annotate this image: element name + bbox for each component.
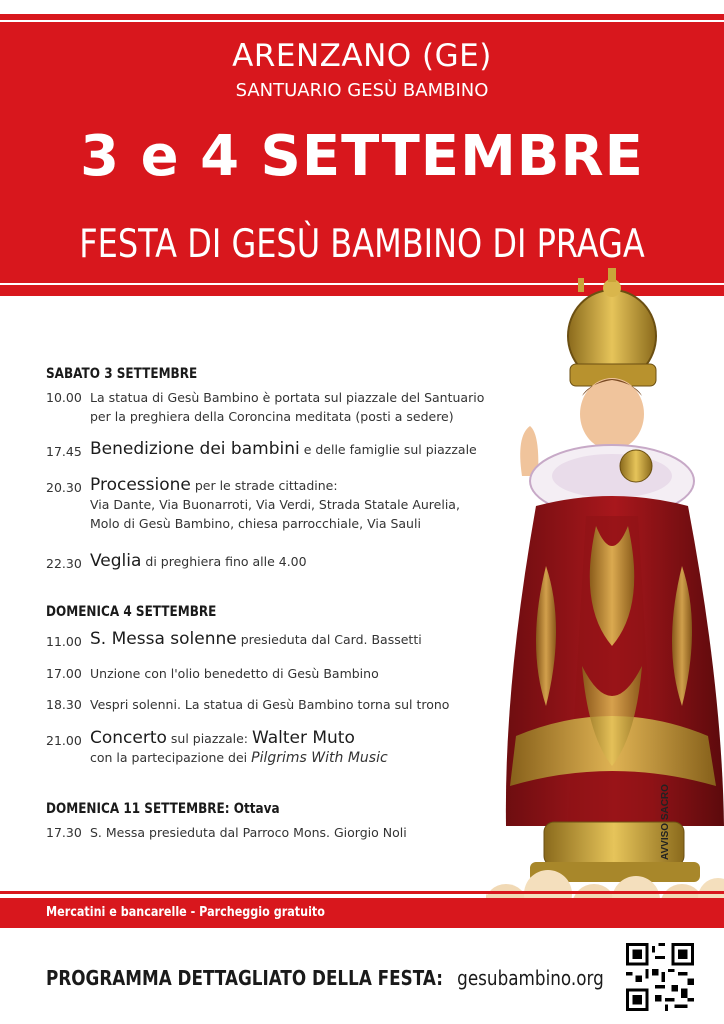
event-time: 20.30 <box>46 480 82 495</box>
event-desc: Benedizione dei bambini e delle famiglie sul piazzale <box>90 439 477 459</box>
city-title: ARENZANO (GE) <box>232 38 492 74</box>
event-time: 17.00 <box>46 666 82 681</box>
section-title-saturday: SABATO 3 SETTEMBRE <box>46 366 198 382</box>
event-time: 17.45 <box>46 444 82 459</box>
sanctuary-name: SANTUARIO GESÙ BAMBINO <box>235 80 489 101</box>
qr-code-icon[interactable] <box>626 943 694 1011</box>
event-desc: Processione per le strade cittadine: Via Dante, Via Buonarroti, Via Verdi, Strada Statale Aurelia, Molo di Gesù Bambino, chiesa parrocchiale, Via Sauli <box>90 475 460 531</box>
event-desc: S. Messa presieduta dal Parroco Mons. Giorgio Noli <box>90 825 407 840</box>
footer-program <box>46 966 604 990</box>
event-desc: La statua di Gesù Bambino è portata sul piazzale del Santuario per la preghiera della Coroncina meditata (posti a sedere) <box>90 390 485 424</box>
event-time: 17.30 <box>46 825 82 840</box>
event-desc: Unzione con l'olio benedetto di Gesù Bambino <box>90 666 379 681</box>
section-title-octave: DOMENICA 11 SETTEMBRE: Ottava <box>46 801 280 817</box>
stripe-text: Mercatini e bancarelle - Parcheggio gratuito <box>46 905 325 920</box>
event-desc: Veglia di preghiera fino alle 4.00 <box>90 551 307 571</box>
event-time: 18.30 <box>46 697 82 712</box>
stripe-divider <box>0 891 724 894</box>
section-title-sunday: DOMENICA 4 SETTEMBRE <box>46 604 217 620</box>
footer-label: PROGRAMMA DETTAGLIATO DELLA FESTA: <box>46 966 443 990</box>
event-time: 22.30 <box>46 556 82 571</box>
event-time: 11.00 <box>46 634 82 649</box>
info-stripe <box>0 898 724 928</box>
banner-top-line <box>0 20 724 22</box>
website-link[interactable]: gesubambino.org <box>457 966 604 990</box>
event-time: 21.00 <box>46 733 82 748</box>
event-time: 10.00 <box>46 390 82 405</box>
event-desc: Concerto sul piazzale: Walter Muto con la partecipazione dei Pilgrims With Music <box>90 728 388 766</box>
event-dates: 3 e 4 SETTEMBRE <box>80 124 644 189</box>
festival-title: FESTA DI GESÙ BAMBINO DI PRAGA <box>79 222 645 267</box>
avviso-sacro-note: AVVISO SACRO <box>660 784 671 860</box>
event-desc: Vespri solenni. La statua di Gesù Bambino torna sul trono <box>90 697 450 712</box>
event-desc: S. Messa solenne presieduta dal Card. Bassetti <box>90 629 422 649</box>
